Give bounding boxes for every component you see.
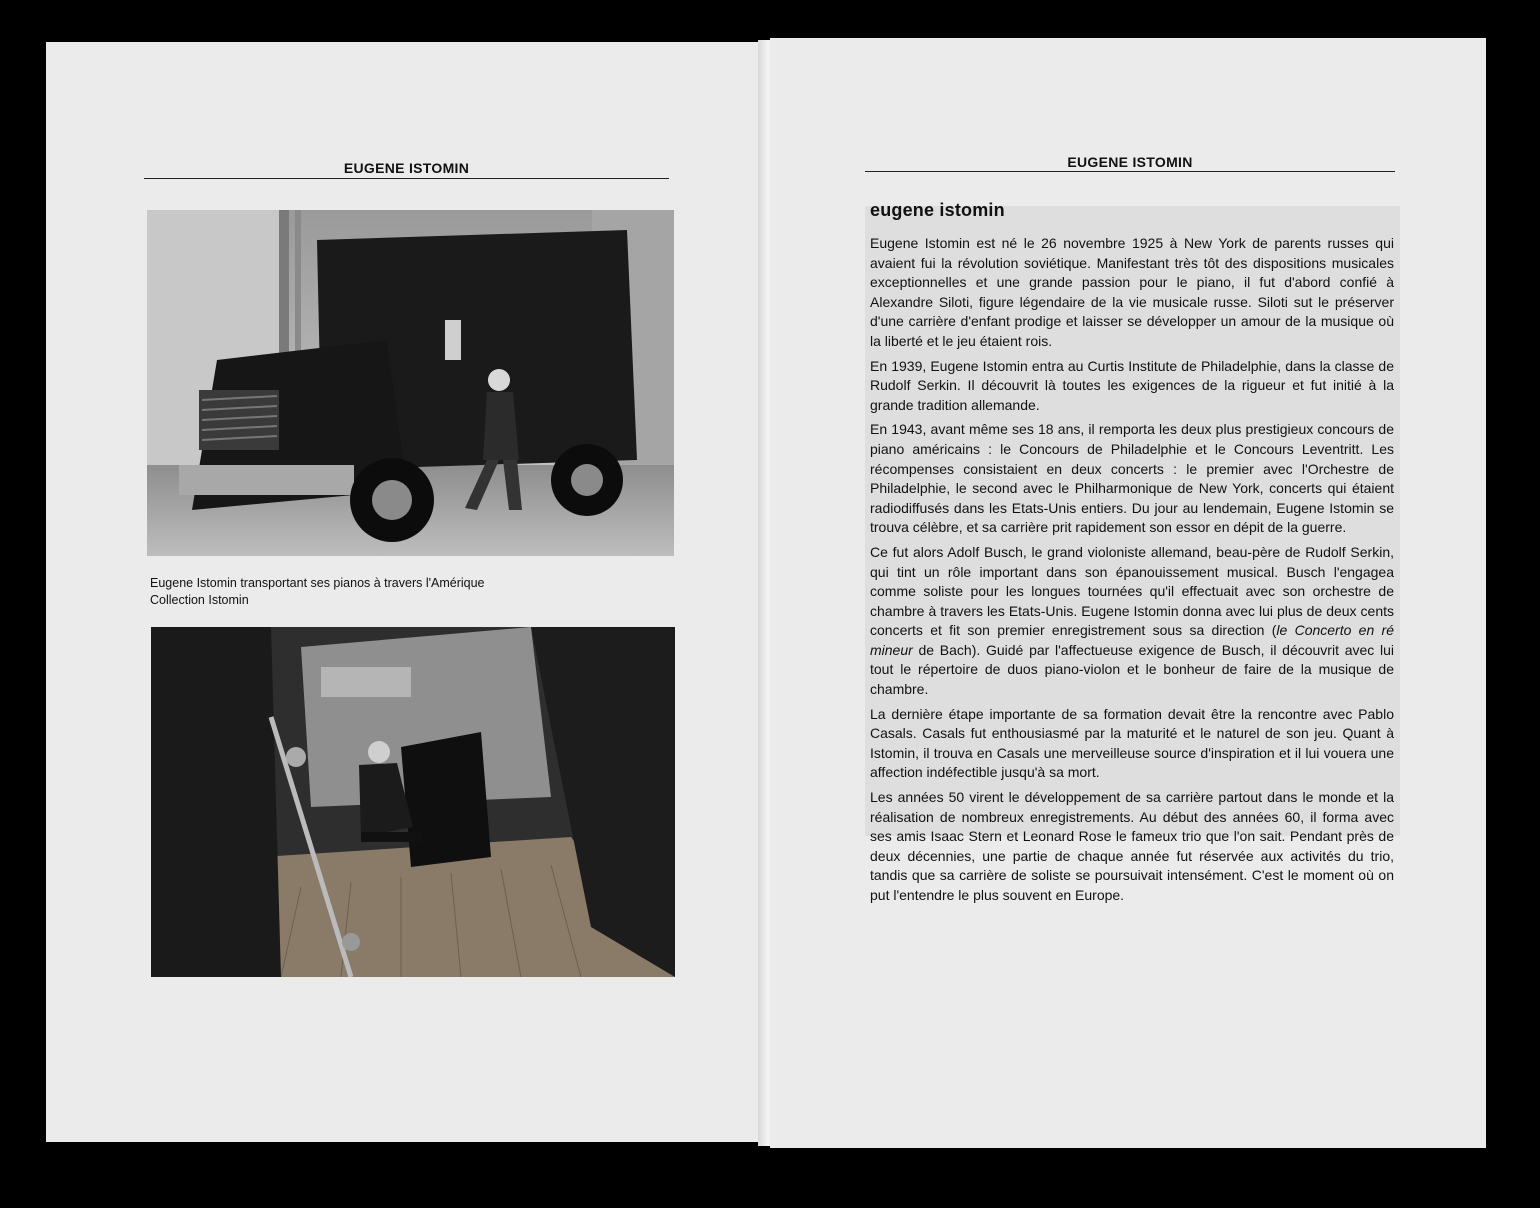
paragraph-5: La dernière étape importante de sa formation devait être la rencontre avec Pablo Casals. Casals fut enthousiasmé par la maturité et le naturel de son jeu. Quant à Istomin, il trouva en Casals une merveilleuse source d'inspiration et il lui vouera une affection indéfectible jusqu'à sa mort. <box>870 705 1394 781</box>
paragraph-4-end: de Bach). Guidé par l'affectueuse exigence de Busch, il découvrit avec lui tout le répertoire de duos piano-violon et le bonheur de faire de la musique de chambre. <box>870 641 1394 698</box>
piano-photo-image <box>151 627 675 977</box>
right-page <box>770 38 1486 1148</box>
running-head-right: EUGENE ISTOMIN <box>1067 154 1193 170</box>
photo-caption: Eugene Istomin transportant ses pianos à travers l'Amérique <box>150 576 485 590</box>
paragraph-3: En 1943, avant même ses 18 ans, il remporta les deux plus prestigieux concours de piano américains : le Concours de Philadelphie et le Concours Leventritt. Les récompenses consistaient en deux concerts : le premier avec l'Orchestre de Philadelphie, le second avec le Philharmonique de New York, concerts qui étaient radiodiffusés dans les Etats-Unis entiers. Du jour au lendemain, Eugene Istomin se trouva célèbre, et sa carrière prit rapidement son essor en dépit de la guerre. <box>870 421 1394 536</box>
truck-photo-image <box>147 210 674 556</box>
header-rule-right <box>865 171 1395 172</box>
work-title: le Concerto en ré mineur <box>870 622 1394 658</box>
left-page <box>46 42 768 1142</box>
running-head-left: EUGENE ISTOMIN <box>343 160 470 176</box>
paragraph-4-start: Ce fut alors Adolf Busch, le grand violoniste allemand, beau-père de Rudolf Serkin, qui tint un rôle important dans son épanouissement musical. Busch l'engagea comme soliste pour les longues tournées qu'il effectuait avec son orchestre de chambre à travers les Etats-Unis. Eugene Istomin donna avec lui plus de deux cents concerts et fit son premier enregistrement sous sa direction ( <box>870 543 1394 639</box>
photo-credit: Collection Istomin <box>150 593 249 607</box>
paragraph-4 <box>870 543 1394 700</box>
paragraph-2: En 1939, Eugene Istomin entra au Curtis Institute de Philadelphie, dans la classe de Rudolf Serkin. Il découvrit là toutes les exigences de la rigueur et fut initié à la grande tradition allemande. <box>870 357 1394 413</box>
article-body <box>870 234 1394 911</box>
paragraph-6: Les années 50 virent le développement de sa carrière partout dans le monde et la réalisation de nombreux enregistrements. Au début des années 60, il forma avec ses amis Isaac Stern et Leonard Rose le fameux trio que l'on sait. Pendant près de deux décennies, une partie de chaque année fut réservée aux activités du trio, tandis que sa carrière de soliste se poursuivait intensément. C'est le moment où on put l'entendre le plus souvent en Europe. <box>870 789 1394 903</box>
paragraph-1: Eugene Istomin est né le 26 novembre 1925 à New York de parents russes qui avaient fui la révolution soviétique. Manifestant très tôt des dispositions musicales exceptionnelles et une grande passion pour le piano, il fut d'abord confié à Alexandre Siloti, figure légendaire de la vie musicale russe. Siloti sut le préserver d'une carrière d'enfant prodige et laisser se développer un amour de la musique où la liberté et le jeu étaient rois. <box>870 235 1394 349</box>
photo-truck <box>147 210 674 556</box>
header-rule-left <box>144 178 669 179</box>
photo-piano <box>151 627 675 977</box>
article-title: eugene istomin <box>870 200 1005 220</box>
